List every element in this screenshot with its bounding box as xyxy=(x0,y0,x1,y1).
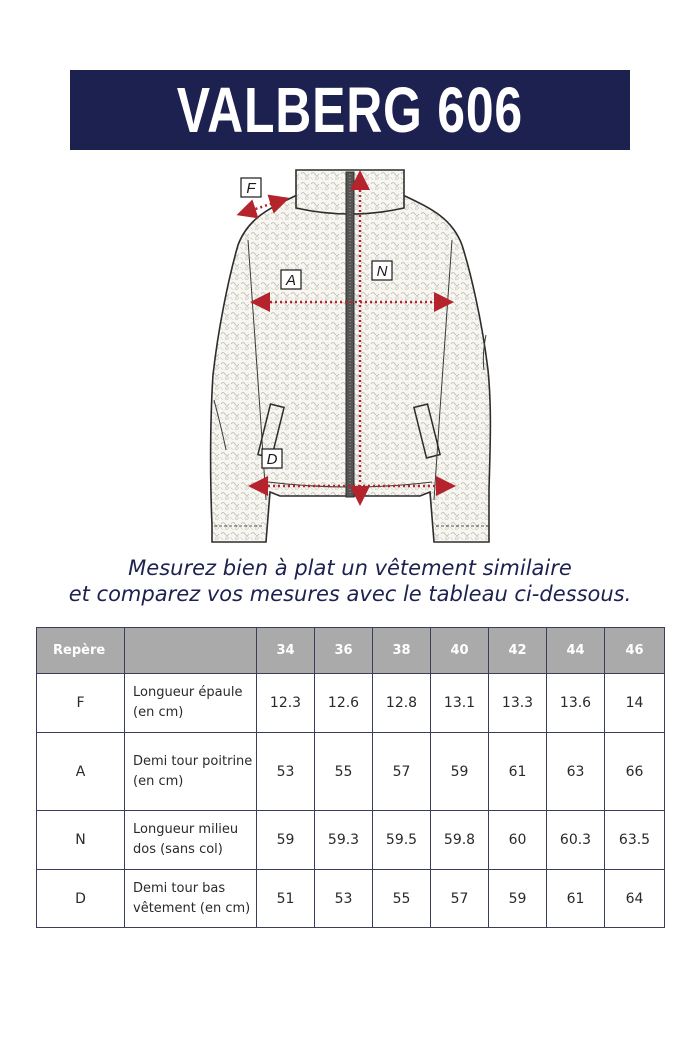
cell-value: 12.8 xyxy=(373,674,431,733)
row-description: Longueur milieu dos (sans col) xyxy=(125,811,257,870)
cell-value: 59.3 xyxy=(315,811,373,870)
row-description: Longueur épaule (en cm) xyxy=(125,674,257,733)
cell-value: 57 xyxy=(373,733,431,811)
svg-text:A: A xyxy=(285,272,297,289)
cell-value: 59 xyxy=(431,733,489,811)
label-n xyxy=(372,261,392,280)
row-description: Demi tour poitrine (en cm) xyxy=(125,733,257,811)
row-mark: D xyxy=(37,870,125,928)
row-mark: N xyxy=(37,811,125,870)
cell-value: 12.6 xyxy=(315,674,373,733)
table-row xyxy=(37,811,665,870)
cell-value: 55 xyxy=(373,870,431,928)
cell-value: 51 xyxy=(257,870,315,928)
header-size-36: 36 xyxy=(315,628,373,674)
cell-value: 53 xyxy=(257,733,315,811)
table-header-row xyxy=(37,628,665,674)
title-banner xyxy=(70,70,630,150)
cell-value: 60.3 xyxy=(547,811,605,870)
header-mark: Repère xyxy=(37,628,125,674)
cell-value: 59.8 xyxy=(431,811,489,870)
cell-value: 13.3 xyxy=(489,674,547,733)
cell-value: 57 xyxy=(431,870,489,928)
caption-line-1: Mesurez bien à plat un vêtement similaire xyxy=(128,556,572,580)
cell-value: 59.5 xyxy=(373,811,431,870)
size-table xyxy=(36,627,665,928)
cell-value: 64 xyxy=(605,870,665,928)
product-title: VALBERG 606 xyxy=(176,74,524,146)
caption-line-2: et comparez vos mesures avec le tableau ci-dessous. xyxy=(68,582,632,606)
zipper xyxy=(346,172,354,497)
svg-text:F: F xyxy=(246,180,256,197)
table-row xyxy=(37,674,665,733)
svg-text:D: D xyxy=(266,451,278,468)
row-mark: F xyxy=(37,674,125,733)
cell-value: 59 xyxy=(257,811,315,870)
cell-value: 61 xyxy=(547,870,605,928)
table-row xyxy=(37,733,665,811)
cell-value: 63 xyxy=(547,733,605,811)
row-description: Demi tour bas vêtement (en cm) xyxy=(125,870,257,928)
header-size-46: 46 xyxy=(605,628,665,674)
cell-value: 13.1 xyxy=(431,674,489,733)
row-mark: A xyxy=(37,733,125,811)
header-size-38: 38 xyxy=(373,628,431,674)
header-size-42: 42 xyxy=(489,628,547,674)
header-size-44: 44 xyxy=(547,628,605,674)
cell-value: 55 xyxy=(315,733,373,811)
cell-value: 14 xyxy=(605,674,665,733)
cell-value: 61 xyxy=(489,733,547,811)
jacket-illustration xyxy=(200,160,500,550)
header-size-40: 40 xyxy=(431,628,489,674)
cell-value: 53 xyxy=(315,870,373,928)
cell-value: 13.6 xyxy=(547,674,605,733)
cell-value: 59 xyxy=(489,870,547,928)
label-f xyxy=(241,178,261,197)
cell-value: 12.3 xyxy=(257,674,315,733)
cell-value: 60 xyxy=(489,811,547,870)
header-size-34: 34 xyxy=(257,628,315,674)
label-a xyxy=(281,270,301,289)
svg-text:N: N xyxy=(376,263,388,280)
header-desc xyxy=(125,628,257,674)
cell-value: 63.5 xyxy=(605,811,665,870)
label-d xyxy=(262,449,282,468)
table-row xyxy=(37,870,665,928)
cell-value: 66 xyxy=(605,733,665,811)
